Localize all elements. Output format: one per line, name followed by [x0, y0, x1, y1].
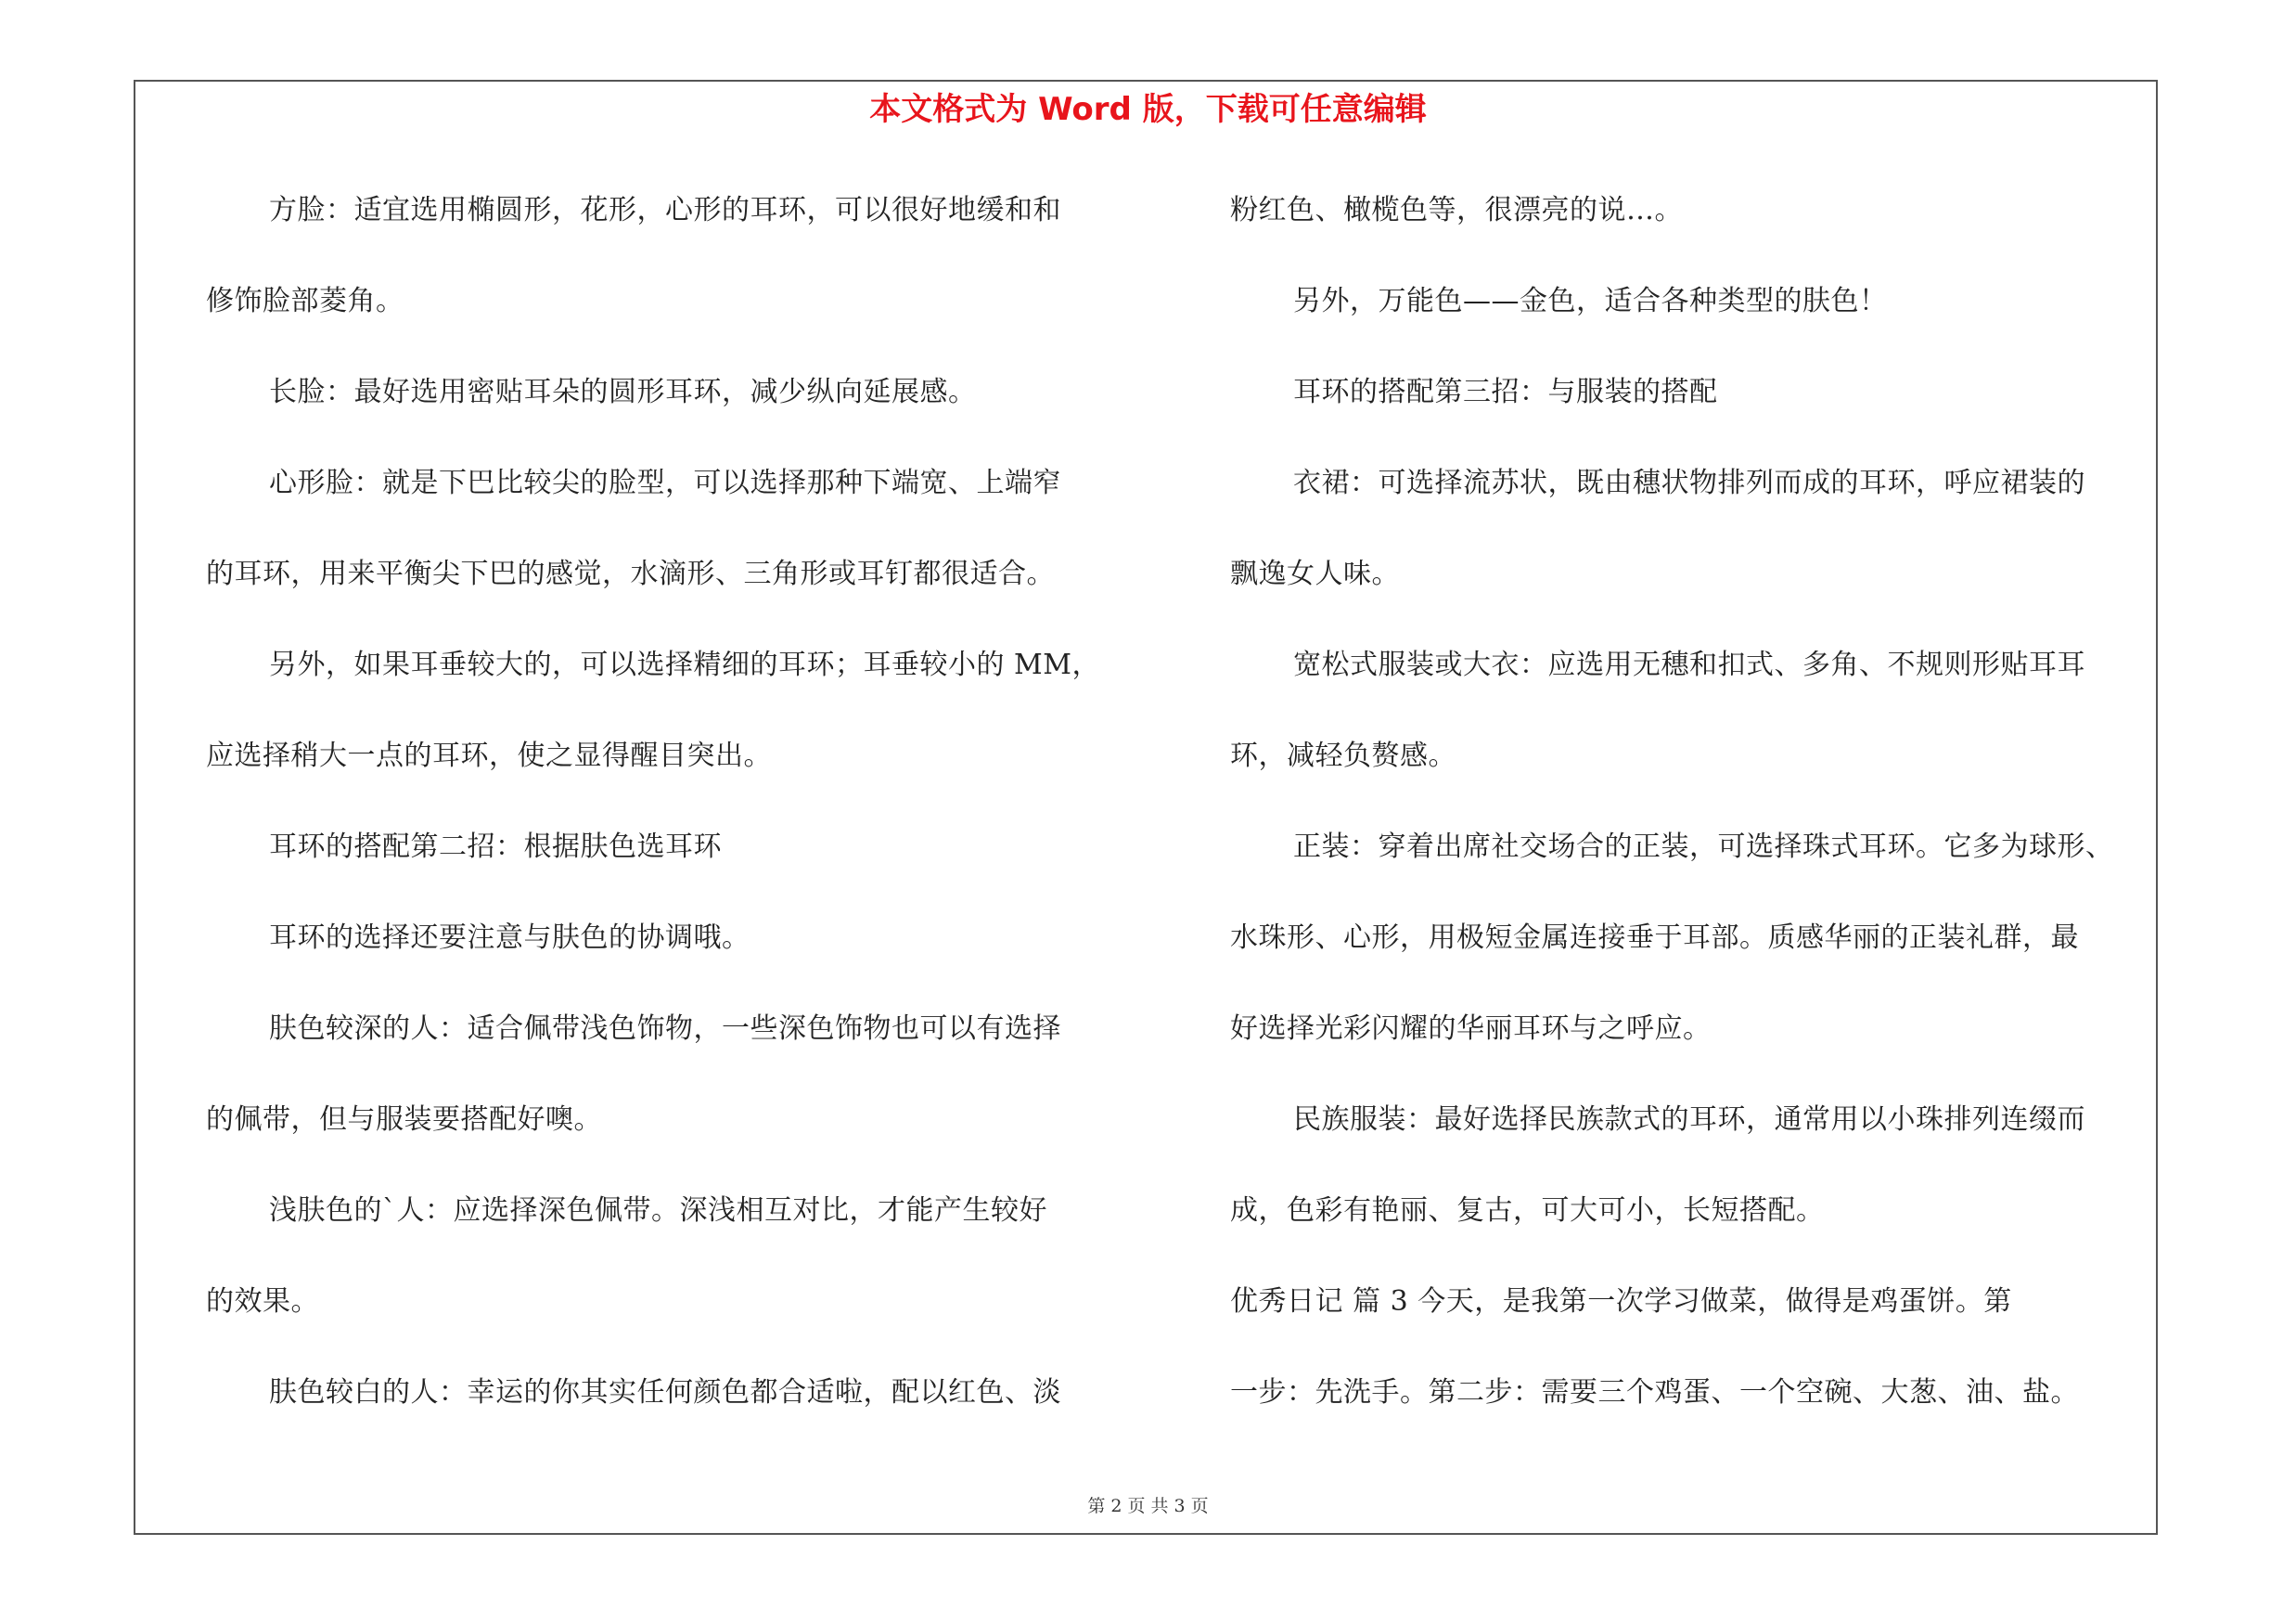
text-line: 方脸：适宜选用椭圆形，花形，心形的耳环，可以很好地缓和和 — [269, 194, 1061, 226]
text-line: 的佩带，但与服装要搭配好噢。 — [206, 1103, 602, 1136]
page-footer: 第 2 页 共 3 页 — [1087, 1496, 1209, 1516]
text-line: 好选择光彩闪耀的华丽耳环与之呼应。 — [1230, 1012, 1712, 1045]
text-line: 长脸：最好选用密贴耳朵的圆形耳环，减少纵向延展感。 — [269, 376, 977, 408]
text-line: 肤色较深的人：适合佩带浅色饰物，一些深色饰物也可以有选择 — [269, 1012, 1061, 1045]
text-line: 宽松式服装或大衣：应选用无穗和扣式、多角、不规则形贴耳耳 — [1293, 649, 2085, 681]
text-line: 衣裙：可选择流苏状，既由穗状物排列而成的耳环，呼应裙装的 — [1293, 467, 2085, 499]
text-line: 一步：先洗手。第二步：需要三个鸡蛋、一个空碗、大葱、油、盐。 — [1230, 1376, 2079, 1409]
text-line: 另外，如果耳垂较大的，可以选择精细的耳环；耳垂较小的 MM， — [269, 649, 1100, 681]
format-banner: 本文格式为 Word 版，下载可任意编辑 — [869, 91, 1427, 128]
text-line: 修饰脸部菱角。 — [206, 285, 404, 317]
text-line: 另外，万能色——金色，适合各种类型的肤色！ — [1293, 285, 1888, 317]
text-line: 成，色彩有艳丽、复古，可大可小，长短搭配。 — [1230, 1194, 1825, 1227]
text-line: 粉红色、橄榄色等，很漂亮的说…。 — [1230, 194, 1683, 226]
text-line: 飘逸女人味。 — [1230, 558, 1400, 590]
text-line: 的耳环，用来平衡尖下巴的感觉，水滴形、三角形或耳钉都很适合。 — [206, 558, 1055, 590]
text-line: 浅肤色的`人：应选择深色佩带。深浅相互对比，才能产生较好 — [269, 1194, 1047, 1227]
text-line: 耳环的选择还要注意与肤色的协调哦。 — [269, 921, 750, 954]
text-line: 耳环的搭配第二招：根据肤色选耳环 — [269, 831, 722, 863]
text-line: 耳环的搭配第三招：与服装的搭配 — [1293, 376, 1718, 408]
left-column — [206, 182, 1152, 1455]
text-line: 的效果。 — [206, 1285, 319, 1318]
text-line: 心形脸：就是下巴比较尖的脸型，可以选择那种下端宽、上端窄 — [269, 467, 1061, 499]
text-line: 水珠形、心形，用极短金属连接垂于耳部。质感华丽的正装礼群，最 — [1230, 921, 2079, 954]
text-line: 应选择稍大一点的耳环，使之显得醒目突出。 — [206, 740, 772, 772]
text-line: 民族服装：最好选择民族款式的耳环，通常用以小珠排列连缀而 — [1293, 1103, 2085, 1136]
text-line: 优秀日记 篇 3 今天，是我第一次学习做菜，做得是鸡蛋饼。第 — [1230, 1285, 2012, 1318]
text-line: 肤色较白的人：幸运的你其实任何颜色都合适啦，配以红色、淡 — [269, 1376, 1061, 1409]
text-line: 环，减轻负赘感。 — [1230, 740, 1456, 772]
text-line: 正装：穿着出席社交场合的正装，可选择珠式耳环。它多为球形、 — [1293, 831, 2114, 863]
right-column — [1230, 182, 2176, 1455]
